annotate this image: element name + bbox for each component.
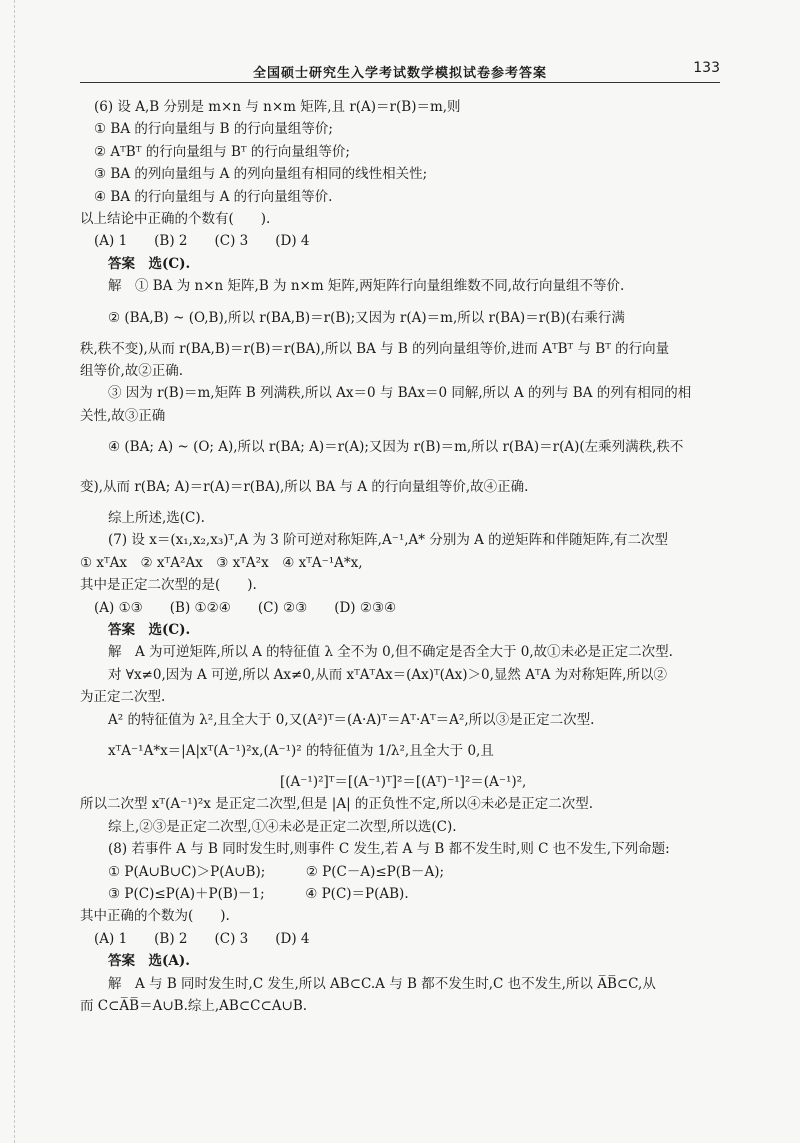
solution-line: ② (BA,B) ~ (O,B),所以 r(BA,B)＝r(B);又因为 r(A)＝m,所以 r(BA)＝r(B)(右乘行满 — [108, 309, 625, 326]
solution-line: 变),从而 r(BA; A)＝r(A)＝r(BA),所以 BA 与 A 的行向量组等价,故④正确. — [80, 479, 529, 496]
answer-options: (A) 1 (B) 2 (C) 3 (D) 4 — [94, 233, 310, 250]
question-prompt: 其中是正定二次型的是( ). — [80, 577, 257, 594]
propositions-1-2: ① P(A∪B∪C)＞P(A∪B); ② P(C－A)≤P(B－A); — [108, 863, 445, 880]
page-body — [80, 96, 728, 1017]
conclusion-line: 综上所述,选(C). — [108, 510, 205, 527]
page-header — [80, 60, 720, 83]
quadratic-forms: ① xᵀAx ② xᵀA²Ax ③ xᵀA²x ④ xᵀA⁻¹A*x, — [80, 554, 363, 571]
solution-line: 解 A 与 B 同时发生时,C 发生,所以 AB⊂C.A 与 B 都不发生时,C 也不发生,所以 A̅B̅⊂C,从 — [108, 975, 656, 992]
conclusion-line: 综上,②③是正定二次型,①④未必是正定二次型,所以选(C). — [108, 818, 457, 835]
solution-line: 解 A 为可逆矩阵,所以 A 的特征值 λ 全不为 0,但不确定是否全大于 0,故①未必是正定二次型. — [108, 644, 673, 661]
answer-options: (A) ①③ (B) ①②④ (C) ②③ (D) ②③④ — [94, 599, 397, 616]
question-prompt: 其中正确的个数为( ). — [80, 908, 230, 925]
solution-line: 为正定二次型. — [80, 689, 166, 706]
answer-line: 答案 选(A). — [108, 953, 190, 970]
answer-options: (A) 1 (B) 2 (C) 3 (D) 4 — [94, 930, 310, 947]
question-6-stem: (6) 设 A,B 分别是 m×n 与 n×m 矩阵,且 r(A)＝r(B)＝m,则 — [94, 99, 461, 115]
answer-line: 答案 选(C). — [108, 622, 191, 639]
solution-line: 解 ① BA 为 n×n 矩阵,B 为 n×m 矩阵,两矩阵行向量组维数不同,故行向量组不等价. — [108, 278, 625, 295]
propositions-3-4: ③ P(C)≤P(A)＋P(B)－1; ④ P(C)＝P(AB). — [108, 885, 409, 902]
solution-line: 对 ∀x≠0,因为 A 可逆,所以 Ax≠0,从而 xᵀAᵀAx＝(Ax)ᵀ(Ax)＞0,显然 AᵀA 为对称矩阵,所以② — [108, 666, 667, 683]
answer-line: 答案 选(C). — [108, 255, 191, 272]
solution-line: 组等价,故②正确. — [80, 362, 184, 379]
solution-line: 秩,秩不变),从而 r(BA,B)＝r(B)＝r(BA),所以 BA 与 B 的列向量组等价,进而 AᵀBᵀ 与 Bᵀ 的行向量 — [80, 340, 670, 357]
question-7-stem: (7) 设 x＝(x₁,x₂,x₃)ᵀ,A 为 3 阶可逆对称矩阵,A⁻¹,A* 分别为 A 的逆矩阵和伴随矩阵,有二次型 — [108, 532, 668, 549]
solution-line: 而 C⊂A̅B̅＝A∪B.综上,AB⊂C⊂A∪B. — [80, 997, 308, 1014]
solution-line: 关性,故③正确 — [80, 407, 166, 424]
solution-line: 所以二次型 xᵀ(A⁻¹)²x 是正定二次型,但是 |A| 的正负性不定,所以④未必是正定二次型. — [80, 796, 594, 813]
question-prompt: 以上结论中正确的个数有( ). — [80, 210, 271, 227]
solution-line: A² 的特征值为 λ²,且全大于 0,又(A²)ᵀ＝(A·A)ᵀ＝Aᵀ·Aᵀ＝A²,所以③是正定二次型. — [108, 711, 595, 728]
binding-margin-line — [14, 0, 15, 1143]
formula-line: [(A⁻¹)²]ᵀ＝[(A⁻¹)ᵀ]²＝[(Aᵀ)⁻¹]²＝(A⁻¹)², — [280, 773, 527, 790]
page-number: 133 — [693, 60, 720, 76]
statement-1: ① BA 的行向量组与 B 的行向量组等价; — [94, 121, 333, 138]
statement-3: ③ BA 的列向量组与 A 的列向量组有相同的线性相关性; — [94, 166, 428, 183]
solution-line: ④ (BA; A) ~ (O; A),所以 r(BA; A)＝r(A);又因为 r(B)＝m,所以 r(BA)＝r(A)(左乘列满秩,秩不 — [108, 439, 684, 456]
question-8-stem: (8) 若事件 A 与 B 同时发生时,则事件 C 发生,若 A 与 B 都不发生时,则 C 也不发生,下列命题: — [108, 841, 670, 858]
solution-line: ③ 因为 r(B)＝m,矩阵 B 列满秩,所以 Ax＝0 与 BAx＝0 同解,所以 A 的列与 BA 的列有相同的相 — [108, 385, 692, 402]
header-title: 全国硕士研究生入学考试数学模拟试卷参考答案 — [252, 66, 547, 81]
statement-2: ② AᵀBᵀ 的行向量组与 Bᵀ 的行向量组等价; — [94, 143, 350, 160]
solution-line: xᵀA⁻¹A*x＝|A|xᵀ(A⁻¹)²x,(A⁻¹)² 的特征值为 1/λ²,且全大于 0,且 — [108, 742, 494, 759]
statement-4: ④ BA 的行向量组与 A 的行向量组等价. — [94, 188, 333, 205]
